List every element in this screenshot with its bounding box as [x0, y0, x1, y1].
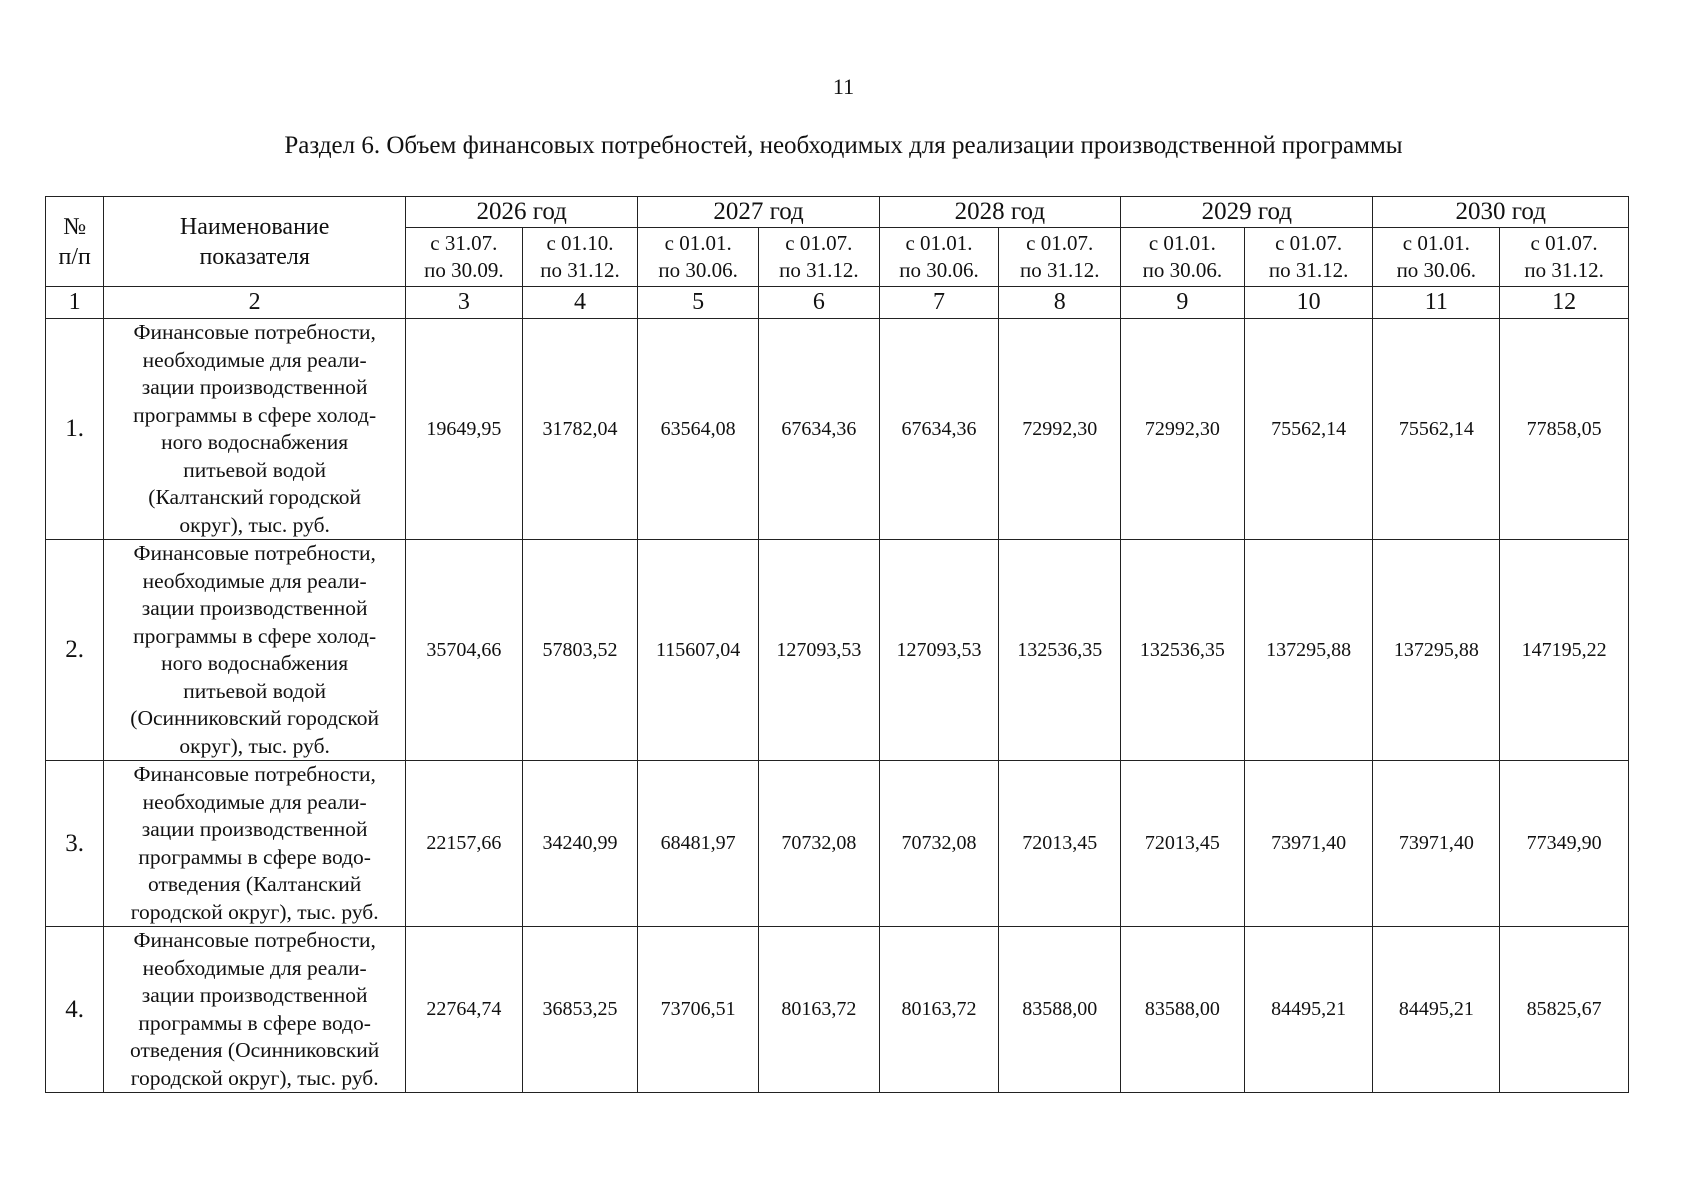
period-from: с 01.10.: [546, 231, 614, 255]
indicator-name-line: Финансовые потребности,: [133, 541, 376, 565]
indicator-name-line: программы в сфере холод-: [133, 623, 377, 648]
header-period: [999, 228, 1121, 287]
value-cell: 137295,88: [1373, 540, 1500, 761]
value-cell: 72992,30: [999, 319, 1121, 540]
indicator-name-line: отведения (Калтанский: [148, 872, 362, 896]
header-name-line: показателя: [199, 243, 310, 270]
value-cell: 137295,88: [1244, 540, 1373, 761]
header-period: [638, 228, 759, 287]
value-cell: 19649,95: [406, 319, 523, 540]
value-cell: 31782,04: [522, 319, 638, 540]
indicator-name-line: необходимые для реали-: [142, 347, 367, 372]
indicator-name-line: Финансовые потребности,: [133, 320, 376, 344]
indicator-name-line: зации производственной: [141, 375, 368, 399]
header-period: [1121, 228, 1245, 287]
header-period: [1373, 228, 1500, 287]
column-number: 11: [1373, 287, 1500, 319]
value-cell: 127093,53: [759, 540, 880, 761]
financial-needs-table: [45, 196, 1629, 1093]
indicator-name-line: ного водоснабжения: [161, 430, 349, 454]
value-cell: 73971,40: [1244, 761, 1373, 927]
indicator-name-line: зации производственной: [141, 817, 368, 841]
indicator-name-line: программы в сфере холод-: [133, 402, 377, 427]
indicator-name-line: программы в сфере водо-: [138, 1010, 371, 1035]
column-number: 1: [46, 287, 104, 319]
value-cell: 67634,36: [879, 319, 999, 540]
header-number-line: п/п: [58, 243, 91, 270]
indicator-name-line: питьевой водой: [183, 678, 327, 703]
value-cell: 35704,66: [406, 540, 523, 761]
period-from: с 01.01.: [905, 231, 973, 255]
indicator-name: [104, 319, 406, 540]
period-to: по 31.12.: [1268, 258, 1349, 282]
header-period: [406, 228, 523, 287]
period-from: с 01.07.: [1530, 231, 1598, 255]
header-name-line: Наименование: [179, 213, 330, 240]
row-number: 1.: [46, 319, 104, 540]
header-row-column-numbers: [46, 287, 1629, 319]
value-cell: 22764,74: [406, 927, 523, 1093]
indicator-name-line: (Осинниковский городской: [130, 706, 380, 730]
value-cell: 72013,45: [1121, 761, 1245, 927]
value-cell: 70732,08: [759, 761, 880, 927]
table-row: [46, 927, 1629, 1093]
period-to: по 30.06.: [1142, 258, 1223, 282]
period-to: по 30.06.: [1396, 258, 1477, 282]
indicator-name-line: необходимые для реали-: [142, 789, 367, 814]
column-number: 6: [759, 287, 880, 319]
header-period: [879, 228, 999, 287]
period-to: по 31.12.: [779, 258, 859, 282]
value-cell: 147195,22: [1500, 540, 1629, 761]
indicator-name-line: округ), тыс. руб.: [179, 733, 330, 758]
header-period: [1500, 228, 1629, 287]
indicator-name-line: питьевой водой: [183, 457, 327, 482]
value-cell: 84495,21: [1244, 927, 1373, 1093]
indicator-name-line: необходимые для реали-: [142, 568, 367, 593]
value-cell: 77349,90: [1500, 761, 1629, 927]
table-row: [46, 761, 1629, 927]
period-from: с 01.01.: [664, 231, 732, 255]
column-number: 5: [638, 287, 759, 319]
header-year: 2026 год: [406, 197, 638, 228]
header-year: 2029 год: [1121, 197, 1373, 228]
header-period: [1244, 228, 1373, 287]
header-indicator-name: [104, 197, 406, 287]
period-to: по 30.06.: [658, 258, 738, 282]
header-row-years: [46, 197, 1629, 228]
column-number: 7: [879, 287, 999, 319]
page-number: 11: [832, 74, 855, 99]
indicator-name-line: округ), тыс. руб.: [179, 512, 330, 537]
header-year: 2030 год: [1373, 197, 1629, 228]
indicator-name-line: программы в сфере водо-: [138, 844, 371, 869]
header-year: 2028 год: [879, 197, 1120, 228]
period-from: с 01.01.: [1148, 231, 1216, 255]
column-number: 2: [104, 287, 406, 319]
indicator-name-line: Финансовые потребности,: [133, 928, 376, 952]
value-cell: 80163,72: [759, 927, 880, 1093]
indicator-name-line: отведения (Осинниковский: [130, 1038, 380, 1062]
value-cell: 73971,40: [1373, 761, 1500, 927]
indicator-name-line: (Калтанский городской: [148, 485, 362, 509]
indicator-name-line: зации производственной: [141, 596, 368, 620]
section-title: Раздел 6. Объем финансовых потребностей, необходимых для реализации производственной программы: [284, 132, 1403, 159]
header-year: 2027 год: [638, 197, 879, 228]
indicator-name-line: Финансовые потребности,: [133, 762, 376, 786]
value-cell: 75562,14: [1373, 319, 1500, 540]
header-period: [759, 228, 880, 287]
value-cell: 34240,99: [522, 761, 638, 927]
indicator-name: [104, 761, 406, 927]
value-cell: 36853,25: [522, 927, 638, 1093]
value-cell: 22157,66: [406, 761, 523, 927]
table-row: [46, 540, 1629, 761]
value-cell: 77858,05: [1500, 319, 1629, 540]
value-cell: 85825,67: [1500, 927, 1629, 1093]
value-cell: 63564,08: [638, 319, 759, 540]
indicator-name-line: зации производственной: [141, 983, 368, 1007]
value-cell: 72992,30: [1121, 319, 1245, 540]
value-cell: 70732,08: [879, 761, 999, 927]
column-number: 10: [1244, 287, 1373, 319]
column-number: 12: [1500, 287, 1629, 319]
indicator-name-line: необходимые для реали-: [142, 955, 367, 980]
period-to: по 31.12.: [1019, 258, 1100, 282]
value-cell: 127093,53: [879, 540, 999, 761]
column-number: 3: [406, 287, 523, 319]
value-cell: 68481,97: [638, 761, 759, 927]
period-from: с 01.01.: [1402, 231, 1470, 255]
period-from: с 31.07.: [430, 231, 498, 255]
column-number: 4: [522, 287, 638, 319]
period-from: с 01.07.: [785, 231, 853, 255]
row-number: 2.: [46, 540, 104, 761]
value-cell: 132536,35: [1121, 540, 1245, 761]
column-number: 8: [999, 287, 1121, 319]
row-number: 3.: [46, 761, 104, 927]
header-number-line: №: [63, 213, 87, 240]
value-cell: 83588,00: [999, 927, 1121, 1093]
period-from: с 01.07.: [1026, 231, 1094, 255]
period-from: с 01.07.: [1275, 231, 1343, 255]
value-cell: 67634,36: [759, 319, 880, 540]
indicator-name-line: городской округ), тыс. руб.: [130, 899, 379, 924]
header-period: [522, 228, 638, 287]
row-number: 4.: [46, 927, 104, 1093]
indicator-name: [104, 540, 406, 761]
value-cell: 72013,45: [999, 761, 1121, 927]
period-to: по 31.12.: [1524, 258, 1604, 282]
value-cell: 132536,35: [999, 540, 1121, 761]
value-cell: 84495,21: [1373, 927, 1500, 1093]
value-cell: 73706,51: [638, 927, 759, 1093]
column-number: 9: [1121, 287, 1245, 319]
period-to: по 31.12.: [540, 258, 620, 282]
table-row: [46, 319, 1629, 540]
indicator-name-line: ного водоснабжения: [161, 651, 349, 675]
indicator-name: [104, 927, 406, 1093]
value-cell: 80163,72: [879, 927, 999, 1093]
header-number: [46, 197, 104, 287]
period-to: по 30.06.: [899, 258, 979, 282]
indicator-name-line: городской округ), тыс. руб.: [130, 1065, 379, 1090]
value-cell: 83588,00: [1121, 927, 1245, 1093]
value-cell: 115607,04: [638, 540, 759, 761]
value-cell: 75562,14: [1244, 319, 1373, 540]
period-to: по 30.09.: [424, 258, 504, 282]
value-cell: 57803,52: [522, 540, 638, 761]
